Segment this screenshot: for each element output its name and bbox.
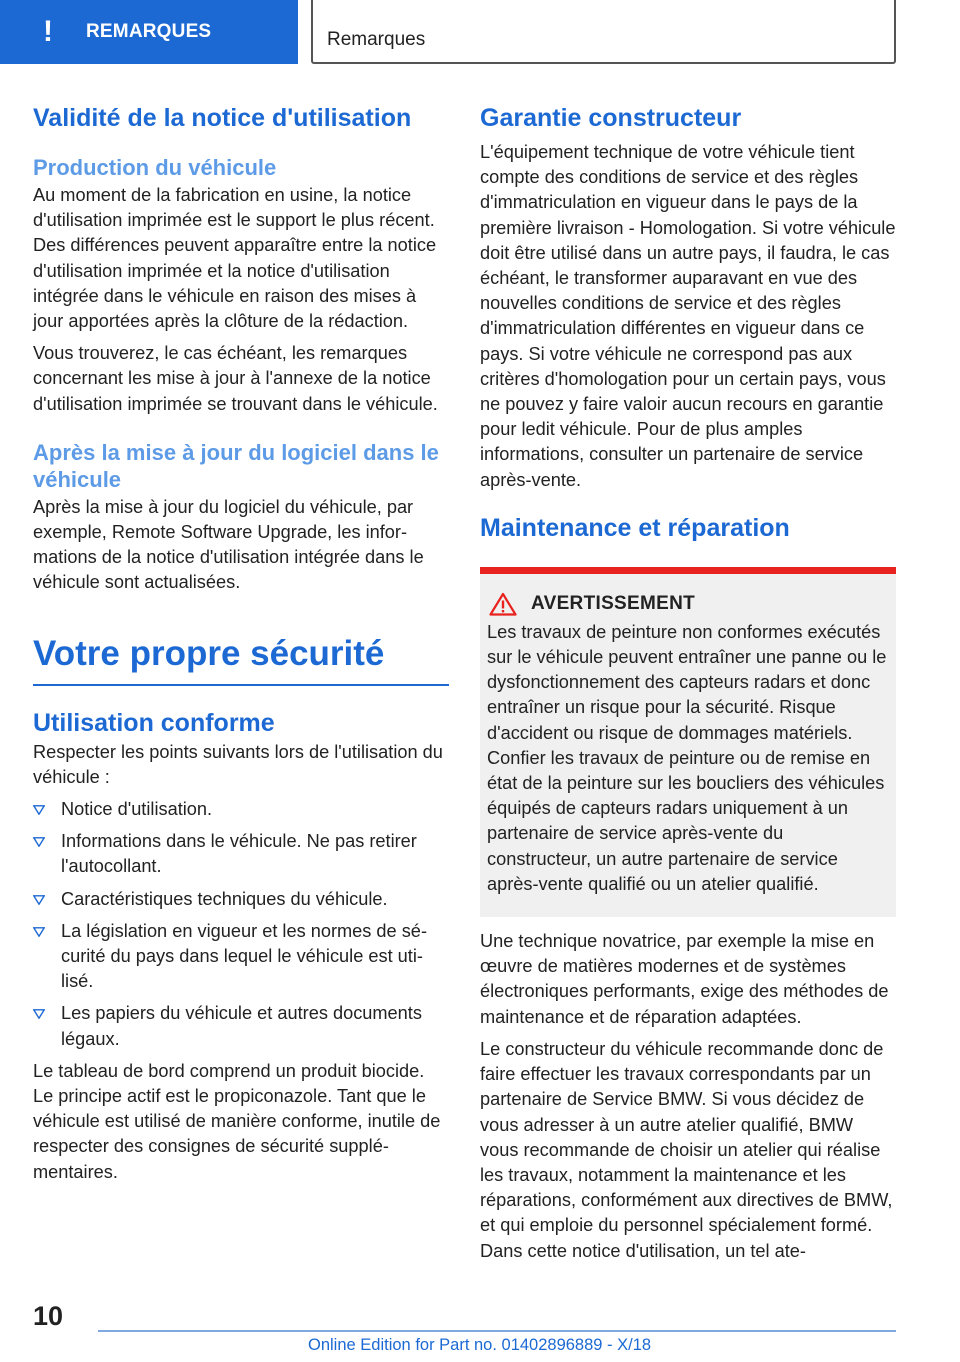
paragraph-technique: Une technique novatrice, par exemple la mise en œuvre de matières modernes et de systèmes électroniques performants, exige des méthodes de maintenance et de réparation adaptées. <box>480 931 889 1027</box>
heading-securite: Votre propre sécurité <box>33 632 449 686</box>
warning-triangle-icon <box>489 592 517 616</box>
list-item <box>33 1001 449 1051</box>
paragraph-logiciel: Après la mise à jour du logiciel du véhicule, par exemple, Remote Software Upgrade, les informations de la notice d'utilisation intégrée dans le véhicule sont actualisées. <box>33 496 424 593</box>
section-tab[interactable] <box>0 0 298 64</box>
triangle-bullet-icon <box>33 1009 45 1019</box>
section-tab-label: REMARQUES <box>86 21 212 42</box>
heading-validite: Validité de la notice d'utilisation <box>33 104 412 132</box>
footer-edition: Online Edition for Part no. 01402896889 - X/18 <box>308 1336 652 1354</box>
paragraph-biocide: Le tableau de bord comprend un produit biocide. Le principe actif est le propiconazole. Tant que le véhicule est utilisé de manière conforme, inutile de respecter des consignes de sécurité supplémentaires. <box>33 1060 441 1182</box>
warning-header <box>487 592 888 616</box>
list-item <box>33 887 449 912</box>
list-item <box>33 797 449 822</box>
exclamation-icon: ! <box>43 15 53 48</box>
heading-maintenance: Maintenance et réparation <box>480 513 790 542</box>
list-item <box>33 919 449 995</box>
right-column <box>480 98 896 1271</box>
left-column <box>33 98 449 1192</box>
heading-logiciel: Après la mise à jour du logiciel dans le véhicule <box>33 439 439 492</box>
list-item-text: La législation en vigueur et les normes de sécurité du pays dans lequel le véhicule est utilisé. <box>61 920 427 992</box>
warning-title: AVERTISSEMENT <box>531 592 696 614</box>
list-item-text: Caractéristiques techniques du véhicule. <box>61 888 388 909</box>
list-item-text: Notice d'utilisation. <box>61 799 213 820</box>
list-item-text: Informations dans le véhicule. Ne pas retirer l'autocollant. <box>61 831 417 877</box>
heading-utilisation: Utilisation conforme <box>33 708 275 737</box>
list-item <box>33 829 449 879</box>
conformity-list <box>33 797 449 1052</box>
triangle-bullet-icon <box>33 927 45 937</box>
list-item-text: Les papiers du véhicule et autres documents légaux. <box>61 1003 422 1049</box>
triangle-bullet-icon <box>33 837 45 847</box>
paragraph-constructeur: Le constructeur du véhicule recommande donc de faire effectuer les travaux correspondants par un partenaire de Service BMW. Si vous décidez de vous adresser à un autre atelier qualifié, BMW vous recommande de choisir un atelier qui réalise les travaux, notamment la maintenance et les réparations, conformément aux directives de BMW, et qui emploie du personnel spécialement formé. Dans cette notice d'utilisation, un tel ate- <box>480 1038 893 1261</box>
page-number: 10 <box>33 1301 64 1331</box>
footer-divider <box>98 1330 896 1332</box>
chapter-title-box <box>311 0 896 64</box>
paragraph-garantie: L'équipement technique de votre véhicule tient compte des conditions de service et des règles d'immatriculation en vigueur dans le pays de la première livraison - Homologation. Si votre véhicule doit être utilisé dans un autre pays, il faudra, le cas échéant, le transformer auparavant en vue des nouvelles conditions de service et des règles d'immatriculation différentes en vigueur dans ce pays. Si votre véhicule ne correspond pas aux critères d'homologation pour un certain pays, vous ne pouvez y faire valoir aucun recours en garantie pour ledit véhicule. Pour de plus amples informations, consulter un partenaire de service après-vente. <box>480 142 896 490</box>
heading-production: Production du véhicule <box>33 155 277 180</box>
page-header <box>0 0 960 66</box>
heading-garantie: Garantie constructeur <box>480 104 742 132</box>
paragraph-production-1: Au moment de la fabrication en usine, la notice d'utilisation imprimée est le support le plus récent. Des différences peuvent apparaître entre la notice d'utilisation imprimée et la notice d'utilisation intégrée dans le véhicule en raison des mises à jour apportées après la clôture de la rédaction. <box>33 185 437 332</box>
triangle-bullet-icon <box>33 805 45 815</box>
chapter-title: Remarques <box>327 29 426 50</box>
warning-text: Les travaux de peinture non conformes exécutés sur le véhicule peuvent entraîner une panne ou le dysfonctionnement des capteurs radars et donc entraîner un risque pour la sécurité. Risque d'accident ou risque de dommages matériels. Confier les travaux de peinture ou de remise en état de la peinture sur les boucliers des véhicules équipés de capteurs radars uniquement à un partenaire de service après-vente du constructeur, un autre partenaire de service après-vente qualifié ou un atelier qualifié. <box>487 621 887 894</box>
paragraph-production-2: Vous trouverez, le cas échéant, les remarques concernant les mise à jour à l'annexe de la notice d'utilisation imprimée se trouvant dans le véhicule. <box>33 343 438 414</box>
triangle-bullet-icon <box>33 895 45 905</box>
warning-box <box>480 567 896 917</box>
paragraph-utilisation: Respecter les points suivants lors de l'utilisation du véhicule : <box>33 741 443 787</box>
